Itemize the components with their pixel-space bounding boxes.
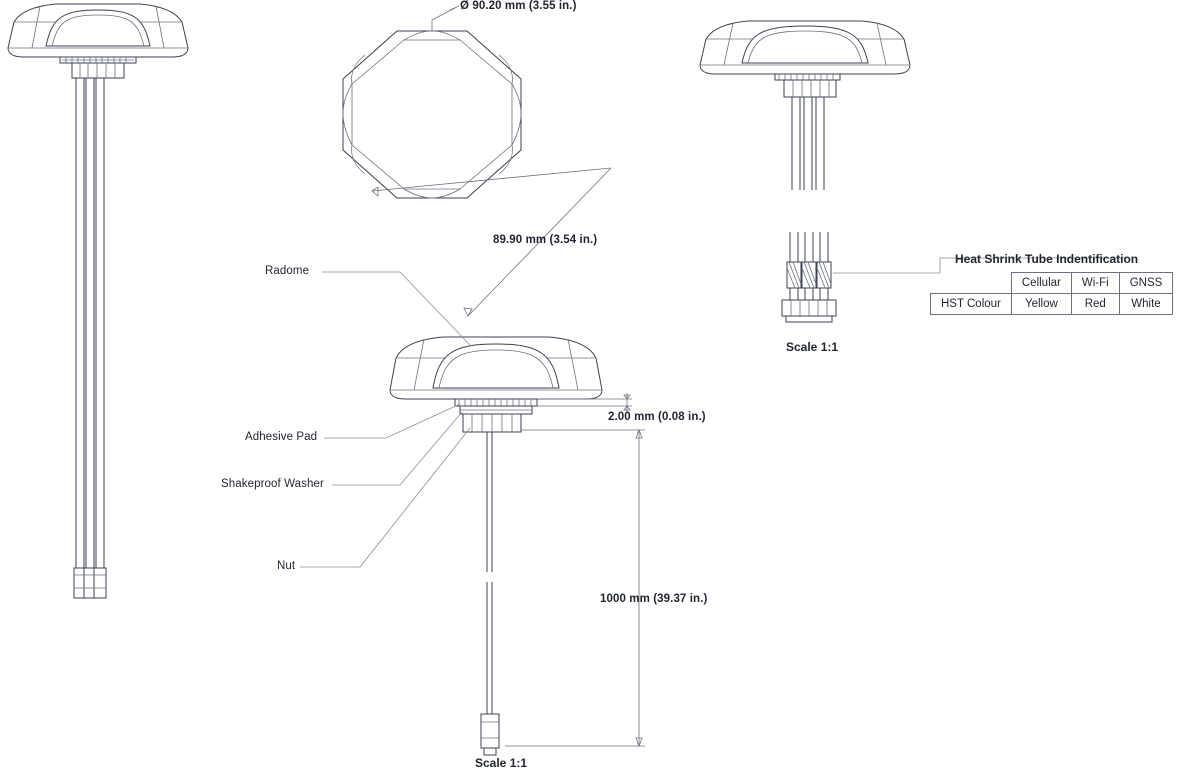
callout-nut: Nut	[277, 560, 296, 572]
table-row	[931, 273, 1173, 294]
right-side-view	[700, 21, 910, 190]
cable-detail-view	[481, 582, 499, 755]
hst-value-wifi: Red	[1071, 294, 1119, 315]
hst-header-gnss: GNSS	[1119, 273, 1173, 294]
dimension-height: 2.00 mm (0.08 in.)	[608, 411, 706, 423]
main-side-view	[300, 272, 645, 746]
dimension-cable-length: 1000 mm (39.37 in.)	[600, 593, 708, 605]
hst-table-title: Heat Shrink Tube Indentification	[955, 252, 1139, 266]
table-row	[931, 294, 1173, 315]
hst-header-blank	[931, 273, 1012, 294]
hst-value-gnss: White	[1119, 294, 1173, 315]
left-side-view	[8, 4, 188, 598]
callout-radome: Radome	[265, 265, 310, 277]
scale-label-hst: Scale 1:1	[786, 340, 839, 354]
hst-value-cellular: Yellow	[1011, 294, 1071, 315]
hst-table	[930, 272, 1173, 315]
hst-row-label: HST Colour	[931, 294, 1012, 315]
dimension-diameter: Ø 90.20 mm (3.55 in.)	[460, 0, 577, 12]
dimension-width: 89.90 mm (3.54 in.)	[493, 234, 598, 246]
hst-header-cellular: Cellular	[1011, 273, 1071, 294]
callout-shakeproof-washer: Shakeproof Washer	[221, 478, 324, 490]
callout-adhesive-pad: Adhesive Pad	[245, 431, 318, 443]
hst-header-wifi: Wi-Fi	[1071, 273, 1119, 294]
scale-label-cable: Scale 1:1	[475, 756, 528, 770]
top-view-octagon	[343, 6, 611, 316]
